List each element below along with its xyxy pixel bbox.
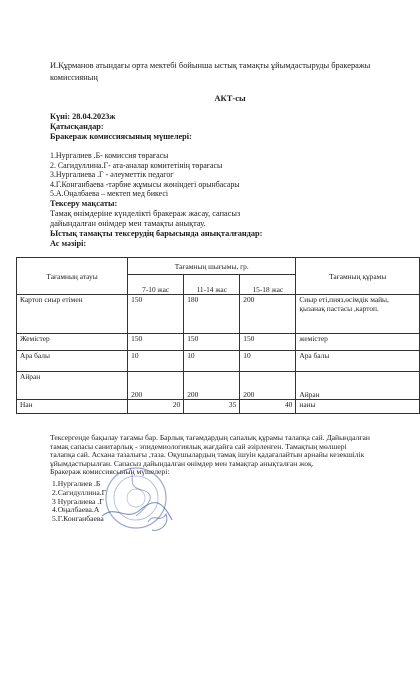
findings-label: Ыстық тамақты тексерудің барысында анықталғандар:: [50, 229, 263, 238]
output-value: 200: [128, 372, 184, 400]
signer-item: 1.Нургалиев .Б: [52, 479, 101, 488]
output-value: 40: [240, 400, 296, 414]
output-value: 10: [128, 351, 184, 372]
output-value: 35: [184, 400, 240, 414]
member-item: 1.Нургалиев .Б- комиссия төрағасы: [50, 151, 169, 160]
member-item: 4.Г.Конганбаева -тәрбие жұмысы жөніндегі орынбасары: [50, 179, 240, 189]
output-value: 200: [240, 372, 296, 400]
dish-name: Ара балы: [17, 351, 128, 372]
purpose-label: Тексеру мақсаты:: [50, 199, 118, 208]
act-title: АКТ-сы: [214, 93, 246, 103]
purpose-text-line: дайындалған өнімдер мен тамақты анықтау.: [50, 219, 206, 228]
age-group-header: 15-18 жас: [240, 275, 296, 295]
dish-composition: наны: [296, 400, 420, 414]
output-value: 10: [240, 351, 296, 372]
conclusion-line: Тексергенде бақылау тағамы бар. Барлық тағамдардың сапалық құрамы талапқа сай. Дайындалған: [50, 434, 370, 442]
member-item: 3.Нургалиева .Г - әлеуметтік педагог: [50, 170, 174, 180]
col-header-output: Тағамның шығымы, гр.: [128, 258, 296, 275]
dish-composition: Сиыр еті,пияз,өсімдік майы, қызанақ пастасы ,картоп.: [296, 295, 420, 334]
output-value: 150: [128, 295, 184, 334]
output-value: 200: [184, 372, 240, 400]
signer-item: 2.Сагидуллина.Г: [52, 487, 107, 497]
participants-label: Қатысқандар:: [50, 122, 104, 131]
dish-composition: Айран: [296, 372, 420, 400]
signer-item: 4.Оңалбаева.А: [52, 505, 100, 515]
output-value: 20: [128, 400, 184, 414]
output-value: 150: [184, 334, 240, 351]
dish-name: Нан: [17, 400, 128, 414]
table-row: [17, 334, 420, 351]
signers-label: Бракераж комиссиясының мүшелері:: [50, 467, 170, 477]
col-header-name: Тағамның атауы: [17, 258, 128, 295]
table-row: [17, 351, 420, 372]
dish-composition: Ара балы: [296, 351, 420, 372]
age-group-header: 7-10 жас: [128, 275, 184, 295]
signer-item: 3 Нургалиева .Г: [52, 496, 104, 506]
col-header-composition: Тағамның құрамы: [296, 258, 420, 295]
menu-label: Ас мәзірі:: [50, 239, 87, 248]
dish-name: Картоп сиыр етімен: [17, 295, 128, 334]
dish-name: Айран: [17, 372, 128, 400]
table-row: [17, 295, 420, 334]
document-header: И.Құрманов атындағы орта мектебі бойынша ыстық тамақты ұйымдастыруды бракеражы комиссияның: [50, 61, 371, 82]
conclusion-line: ұйымдастырылған. Сапасыз дайындалған өнімдер мен тамақтар анықталған жоқ.: [50, 459, 314, 468]
dish-composition: жемістер: [296, 334, 420, 351]
member-item: 2. Сагидуллина.Г- ата-аналар комитетінің төрағасы: [50, 160, 223, 170]
official-stamp-icon: [96, 460, 176, 540]
purpose-text-line: Тамақ өнімдеріне күнделікті бракераж жасау, сапасыз: [50, 209, 241, 218]
menu-table: [16, 257, 420, 414]
output-value: 150: [128, 334, 184, 351]
table-row: [17, 400, 420, 414]
act-date: Күні: 28.04.2023ж: [50, 112, 116, 121]
output-value: 10: [184, 351, 240, 372]
signer-item: 5.Г.Конганбаева: [52, 514, 104, 524]
commission-label: Бракераж комиссиясының мүшелері:: [50, 132, 192, 141]
commission-members: [50, 151, 390, 199]
conclusion-line: талапқа сай. Асхана тазалығы ,таза. Оқушылардың тамақ ішуін қадағалайтын арнайы кезекшілік: [50, 451, 365, 460]
member-item: 5.А.Оңалбаева – мектеп мед бикесі: [50, 189, 169, 199]
dish-name: Жемістер: [17, 334, 128, 351]
output-value: 180: [184, 295, 240, 334]
table-row: [17, 372, 420, 400]
conclusion-line: тамақ сапасы санитарлық - эпидемиологиялық жағдайға сай әзірленген. Тамақтың мөлшері: [50, 442, 347, 451]
output-value: 200: [240, 295, 296, 334]
output-value: 150: [240, 334, 296, 351]
age-group-header: 11-14 жас: [184, 275, 240, 295]
